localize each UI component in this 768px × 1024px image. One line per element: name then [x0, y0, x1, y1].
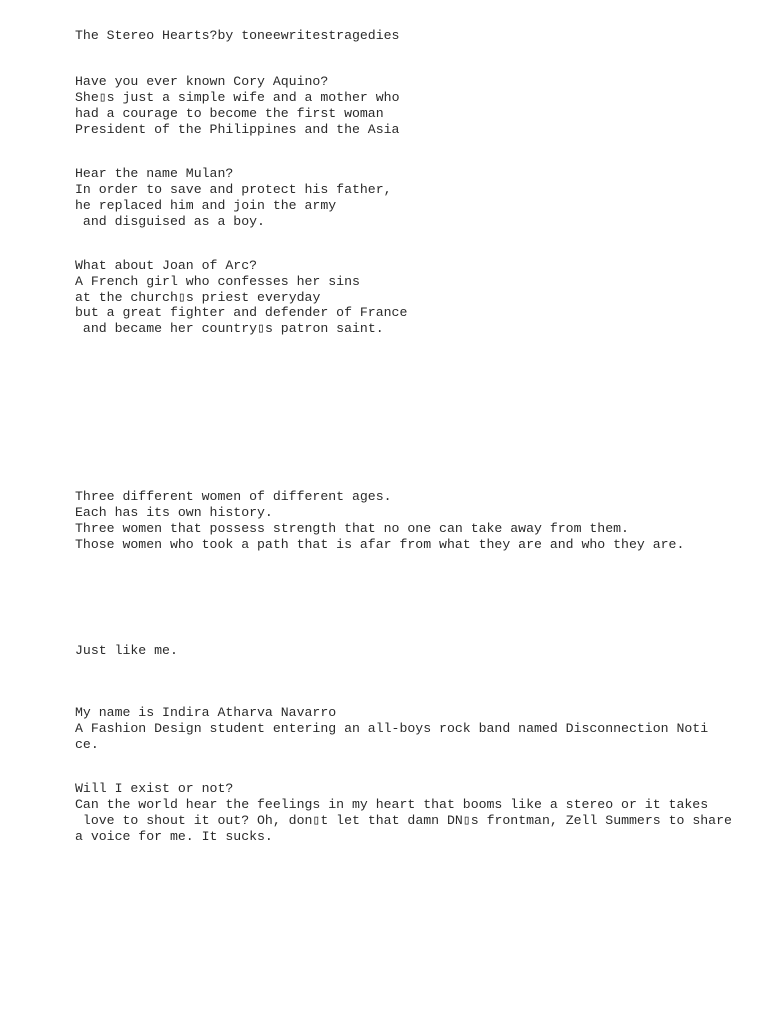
- text-line: What about Joan of Arc?: [75, 258, 258, 273]
- text-line: Have you ever known Cory Aquino?: [75, 74, 329, 89]
- text-line: A French girl who confesses her sins: [75, 274, 360, 289]
- text-line: a voice for me. It sucks.: [75, 829, 273, 844]
- text-line: Those women who took a path that is afar from what they are and who they are.: [75, 537, 685, 552]
- text-line: but a great fighter and defender of France: [75, 305, 408, 320]
- text-line: and became her country▯s patron saint.: [75, 321, 384, 336]
- text-line: Three women that possess strength that no one can take away from them.: [75, 521, 629, 536]
- text-line: had a courage to become the first woman: [75, 106, 384, 121]
- document-title: The Stereo Hearts?by toneewritestragedies: [75, 28, 400, 43]
- text-line: love to shout it out? Oh, don▯t let that damn DN▯s frontman, Zell Summers to share: [75, 813, 732, 828]
- text-line: A Fashion Design student entering an all-boys rock band named Disconnection Noti: [75, 721, 709, 736]
- text-line: Three different women of different ages.: [75, 489, 392, 504]
- text-line: My name is Indira Atharva Navarro: [75, 705, 337, 720]
- text-line: Can the world hear the feelings in my heart that booms like a stereo or it takes: [75, 797, 709, 812]
- text-line: and disguised as a boy.: [75, 214, 265, 229]
- text-line: Hear the name Mulan?: [75, 166, 234, 181]
- text-line: Will I exist or not?: [75, 781, 234, 796]
- text-line: President of the Philippines and the Asia: [75, 122, 400, 137]
- text-line: at the church▯s priest everyday: [75, 290, 321, 305]
- text-line: he replaced him and join the army: [75, 198, 337, 213]
- text-line: ce.: [75, 737, 99, 752]
- text-line: In order to save and protect his father,: [75, 182, 392, 197]
- text-line: Each has its own history.: [75, 505, 273, 520]
- text-line: Just like me.: [75, 643, 178, 658]
- text-line: She▯s just a simple wife and a mother who: [75, 90, 400, 105]
